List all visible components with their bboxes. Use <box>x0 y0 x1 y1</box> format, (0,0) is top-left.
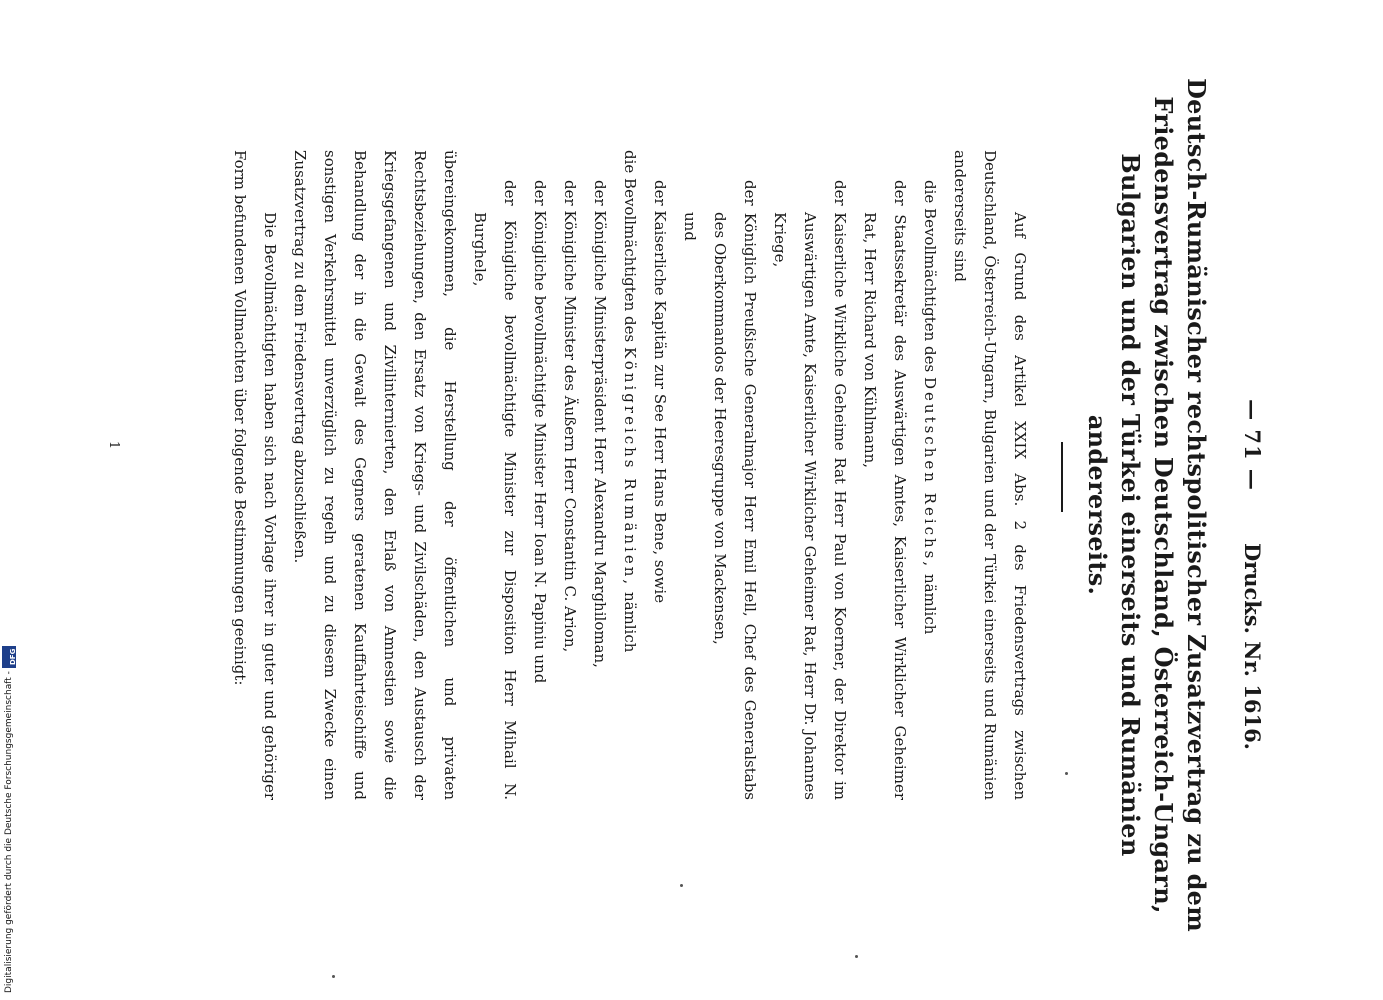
document-body <box>225 150 1035 800</box>
paragraph-delegate: der Königlich Preußische Generalmajor Herr Emil Hell, Chef des Generalstabs des Oberkommandos der Heeresgruppe von Mackensen, <box>711 180 759 800</box>
spaced-state-name: Königreichs Rumänien, <box>621 347 639 588</box>
page-header <box>1235 0 1265 1000</box>
dfg-logo: DFG <box>2 646 16 668</box>
credit-text: Digitalisierung gefördert durch die Deutsche Forschungsgemeinschaft - <box>4 671 14 993</box>
paragraph-closing: Die Bevollmächtigten haben sich nach Vorlage ihrer in guter und gehöriger Form befundenen Vollmachten über folgende Bestimmungen geeinigt: <box>231 150 279 800</box>
digitization-credit <box>2 605 16 993</box>
paragraph-delegates-romania: die Bevollmächtigten des Königreichs Rumänien, nämlich <box>621 150 639 653</box>
paragraph-delegate: der Königliche Ministerpräsident Herr Alexandru Marghiloman, <box>591 180 609 668</box>
paragraph-delegate: der Kaiserliche Wirkliche Geheime Rat Herr Paul von Koerner, der Direktor im Auswärtigen Amte, Kaiserlicher Wirklicher Geheimer Rat, Herr Dr. Johannes Kriege, <box>771 180 849 800</box>
paragraph-delegates-germany: die Bevollmächtigten des Deutschen Reichs, nämlich <box>921 180 939 635</box>
scan-speck <box>1065 772 1068 775</box>
paragraph-delegate: der Königliche bevollmächtigte Minister Herr Ioan N. Papiniu und <box>531 180 549 684</box>
document-title: Deutsch-Rumänischer rechtspolitischer Zusatzvertrag zu dem Friedensvertrag zwischen Deutschland, Österreich-Ungarn, Bulgarien und der Türkei einerseits und Rumänien andererseits. <box>1083 78 1211 932</box>
page-number: — 71 — <box>1240 399 1265 491</box>
paragraph-and: und <box>681 212 699 241</box>
paragraph-delegate: der Staatssekretär des Auswärtigen Amtes, Kaiserlicher Wirklicher Geheimer Rat, Herr Richard von Kühlmann, <box>861 180 909 800</box>
document-number: Drucks. Nr. 1616. <box>1240 542 1265 750</box>
paragraph-delegate: der Königliche bevollmächtigte Minister zur Disposition Herr Mihail N. Burghele, <box>471 180 519 800</box>
paragraph-agreement: übereingekommen, die Herstellung der öffentlichen und privaten Rechtsbeziehungen, den Ersatz von Kriegs- und Zivilschäden, den Austausch der Kriegsgefangenen und Zivilinternierten, den Erlaß von Amnestien sowie die Behandlung der in die Gewalt des Gegners geratenen Kauffahrteischiffe und sonstigen Verkehrsmittel unverzüglich zu regeln und zu diesem Zwecke einen Zusatzvertrag zu dem Friedensvertrag abzuschließen. <box>291 150 459 800</box>
title-divider <box>1061 442 1063 512</box>
paragraph-preamble: Auf Grund des Artikel XXIX Abs. 2 des Friedensvertrags zwischen Deutschland, Österreich-Ungarn, Bulgarien und der Türkei einerseits und Rumänien andererseits sind <box>951 150 1029 800</box>
spaced-state-name: Deutschen Reichs, <box>921 377 939 570</box>
scan-speck <box>855 955 858 958</box>
paragraph-delegate: der Kaiserliche Kapitän zur See Herr Hans Bene, sowie <box>651 180 669 604</box>
footer-page-index: 1 <box>106 440 121 450</box>
scan-speck <box>332 975 335 978</box>
paragraph-delegate: der Königliche Minister des Äußern Herr Constantin C. Arion, <box>561 180 579 653</box>
scan-speck <box>680 884 683 887</box>
